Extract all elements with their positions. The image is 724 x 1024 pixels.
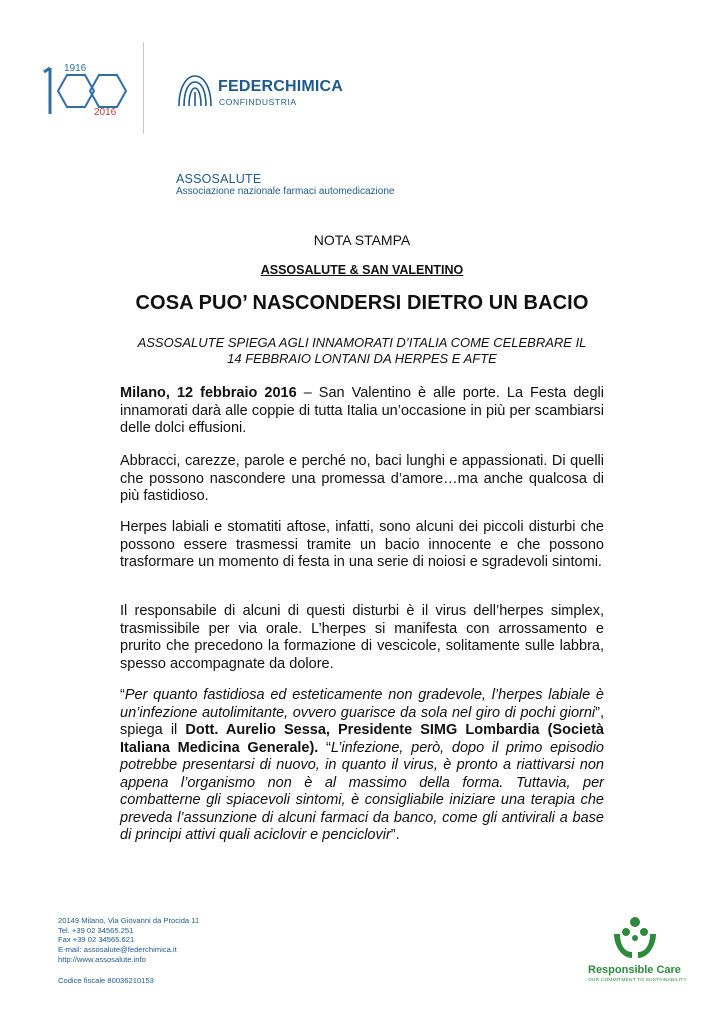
quote-close: ”. [390, 827, 400, 843]
paragraph-1-text: – San Valentino è alle porte. La Festa degli innamorati darà alle coppie di tutta Italia un’occasione in più per scambiarsi delle dolci effusioni. [120, 385, 604, 436]
quote-open-2: “ [318, 739, 331, 756]
contact-block [58, 916, 199, 965]
paragraph-5 [120, 687, 604, 845]
federchimica-subtitle: CONFINDUSTRIA [219, 97, 297, 107]
subheadline [120, 335, 604, 367]
headline: COSA PUO’ NASCONDERSI DIETRO UN BACIO [135, 292, 589, 314]
paragraph-1 [120, 385, 604, 438]
header-divider [143, 42, 144, 134]
responsible-care-tagline: OUR COMMITMENT TO SUSTAINABILITY [588, 978, 687, 983]
paragraph-2: Abbracci, carezze, parole e perché no, baci lunghi e appassionati. Di quelli che possono nascondere una promessa d’amore…ma anche qualcosa di più fastidioso. [120, 453, 604, 504]
quote-1: Per quanto fastidiosa ed esteticamente non gradevole, l’herpes labiale è un’infezione autolimitante, ovvero guarisce da sola nel giro di pochi giorni [120, 687, 604, 721]
centenary-100-logo [40, 60, 130, 118]
attribution-text: ”, spiega il [120, 704, 604, 738]
subhead-line-2: 14 FEBBRAIO LONTANI DA HERPES E AFTE [227, 351, 497, 366]
tax-code: Codice fiscale 80036210153 [58, 976, 154, 985]
document-type: NOTA STAMPA [313, 232, 411, 248]
assosalute-name: ASSOSALUTE [176, 172, 262, 186]
centenary-year-end: 2016 [94, 107, 117, 118]
responsible-care-logo-icon [612, 912, 658, 960]
address: 20149 Milano, Via Giovanni da Procida 11 [58, 916, 200, 925]
subhead-line-1: ASSOSALUTE SPIEGA AGLI INNAMORATI D’ITALIA COME CELEBRARE IL [137, 335, 587, 350]
speaker-name: Dott. Aurelio Sessa, Presidente SIMG Lombardia (Società Italiana Medicina Generale). [120, 722, 604, 756]
email: E-mail: assosalute@federchimica.it [58, 945, 177, 955]
centenary-year-start: 1916 [64, 63, 87, 74]
federchimica-logo-icon [175, 72, 215, 108]
responsible-care-name: Responsible Care [588, 964, 681, 976]
kicker: ASSOSALUTE & SAN VALENTINO [260, 263, 464, 277]
assosalute-subtitle: Associazione nazionale farmaci automedicazione [176, 186, 395, 197]
dateline: Milano, 12 febbraio 2016 [120, 385, 297, 401]
website: http://www.assosalute.info [58, 954, 146, 964]
quote-2: L’infezione, però, dopo il primo episodio potrebbe presentarsi di nuovo, in quanto il virus, è pronto a riattivarsi non appena l’organismo non è al massimo della forma. Tuttavia, per combatterne gli spiacevoli sintomi, è consigliabile iniziare una terapia che preveda l’assunzione di alcuni farmaci da banco, come gli antivirali a base di principi attivi quali aciclovir e penciclovir [120, 739, 604, 843]
federchimica-name: FEDERCHIMICA [218, 78, 344, 95]
phone: Tel. +39 02 34565.251 [58, 925, 134, 935]
quote-open: “ [120, 687, 125, 703]
paragraph-3: Herpes labiali e stomatiti aftose, infatti, sono alcuni dei piccoli disturbi che possono essere trasmessi tramite un bacio innocente e che possono trasformare un momento di festa in una serie di noiosi e sgradevoli sintomi. [120, 519, 604, 570]
paragraph-4: Il responsabile di alcuni di questi disturbi è il virus dell’herpes simplex, trasmissibile per via orale. L’herpes si manifesta con arrossamento e prurito che precedono la formazione di vescicole, solitamente sulle labbra, spesso accompagnate da dolore. [120, 603, 604, 672]
fax: Fax +39 02 34565.621 [58, 935, 135, 945]
